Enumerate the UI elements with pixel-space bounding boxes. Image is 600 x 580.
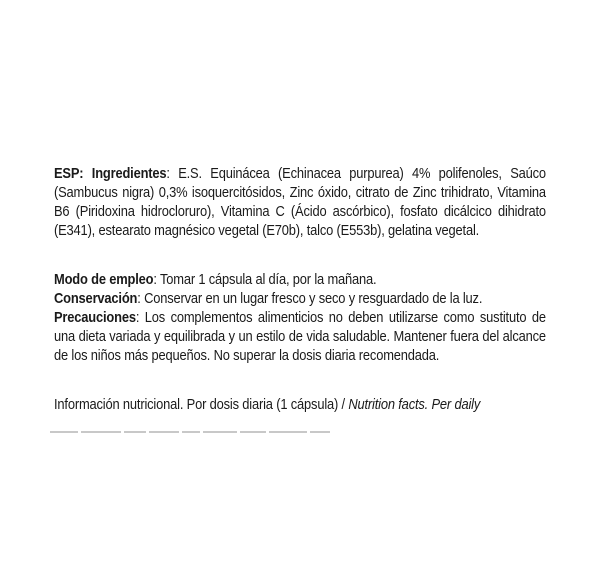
cropped-text-line (50, 430, 340, 434)
nutrition-paragraph (54, 395, 546, 414)
precautions-heading: Precauciones (54, 309, 136, 326)
ingredients-paragraph (54, 164, 546, 240)
nutrition-text: Información nutricional. Por dosis diaria (1 cápsula) / (54, 396, 349, 413)
precautions-text: : Los complementos alimenticios no deben utilizarse como sustituto de una dieta variada y equilibrada y un estilo de vida saludable. Mantener fuera del alcance de los niños más pequeños. No superar la dosis diaria recomendada. (54, 309, 546, 364)
usage-paragraph (54, 270, 546, 289)
ingredients-section (54, 164, 546, 240)
storage-paragraph (54, 289, 546, 308)
nutrition-text-en: Nutrition facts. Per daily (348, 396, 481, 413)
ingredients-text: : E.S. Equinácea (Echinacea purpurea) 4% polifenoles, Saúco (Sambucus nigra) 0,3% isoquercitósidos, Zinc óxido, citrato de Zinc trihidrato, Vitamina B6 (Piridoxina hidrocloruro), Vitamina C (Ácido ascórbico), fosfato dicálcico dihidrato (E341), estearato magnésico vegetal (E70b), talco (E553b), gelatina vegetal. (54, 165, 546, 239)
usage-heading: Modo de empleo (54, 271, 154, 288)
storage-heading: Conservación (54, 290, 138, 307)
storage-text: : Conservar en un lugar fresco y seco y resguardado de la luz. (137, 290, 483, 307)
nutrition-section (54, 395, 546, 414)
usage-section (54, 270, 546, 365)
ingredients-heading: ESP: Ingredientes (54, 165, 167, 182)
usage-text: : Tomar 1 cápsula al día, por la mañana. (153, 271, 377, 288)
precautions-paragraph (54, 308, 546, 365)
